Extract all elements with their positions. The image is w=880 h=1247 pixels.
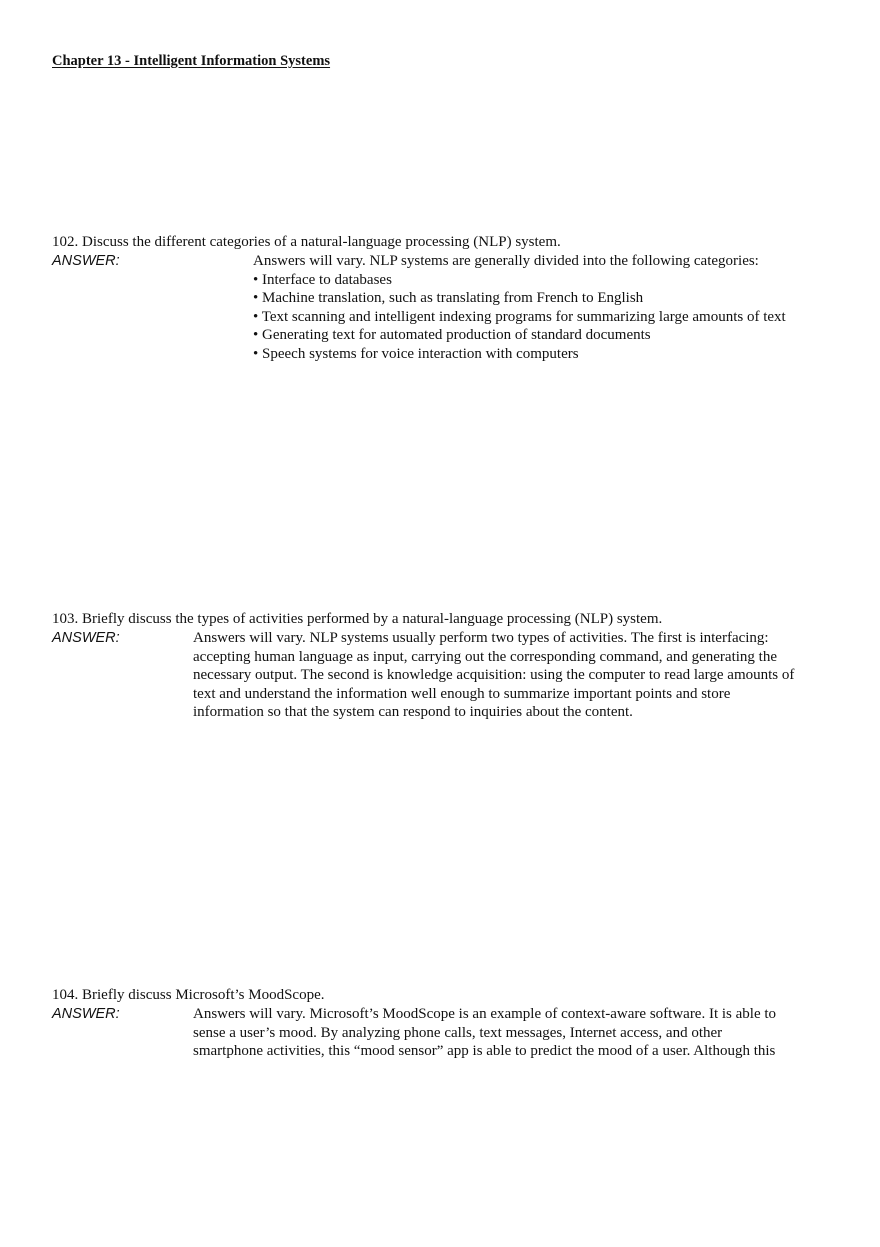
list-item: • Machine translation, such as translating from French to English [253, 290, 644, 306]
answer-block [52, 252, 852, 363]
question-text: 104. Briefly discuss Microsoft’s MoodScope. [52, 987, 325, 1003]
answer-body [253, 252, 852, 363]
answer-line: Answers will vary. NLP systems usually perform two types of activities. The first is interfacing: [193, 630, 769, 646]
question-103 [52, 610, 852, 722]
category-list [253, 271, 852, 364]
answer-body [193, 1005, 833, 1061]
answer-line: accepting human language as input, carrying out the corresponding command, and generating the [193, 648, 777, 665]
question-text: 102. Discuss the different categories of a natural-language processing (NLP) system. [52, 234, 561, 250]
list-item: • Generating text for automated production of standard documents [253, 327, 651, 343]
answer-body [193, 629, 833, 722]
answer-line: text and understand the information well enough to summarize important points and store [193, 685, 731, 702]
answer-line: Answers will vary. Microsoft’s MoodScope is an example of context-aware software. It is able to [193, 1006, 777, 1022]
answer-label: ANSWER: [52, 253, 120, 269]
question-104 [52, 986, 852, 1061]
answer-block [52, 1005, 852, 1061]
answer-line: sense a user’s mood. By analyzing phone calls, text messages, Internet access, and other [193, 1024, 723, 1041]
answer-label: ANSWER: [52, 630, 120, 646]
answer-intro: Answers will vary. NLP systems are generally divided into the following categories: [253, 253, 759, 269]
answer-line: information so that the system can respond to inquiries about the content. [193, 704, 633, 720]
list-item: • Speech systems for voice interaction with computers [253, 345, 579, 362]
question-text: 103. Briefly discuss the types of activities performed by a natural-language processing (NLP) system. [52, 611, 663, 627]
list-item: • Interface to databases [253, 271, 392, 288]
answer-label: ANSWER: [52, 1006, 120, 1022]
list-item: • Text scanning and intelligent indexing programs for summarizing large amounts of text [253, 308, 786, 325]
answer-line: necessary output. The second is knowledge acquisition: using the computer to read large amounts of [193, 667, 795, 683]
question-102 [52, 233, 852, 363]
answer-line: smartphone activities, this “mood sensor” app is able to predict the mood of a user. Although this [193, 1043, 776, 1059]
chapter-title: Chapter 13 - Intelligent Information Systems [52, 53, 331, 69]
answer-block [52, 629, 852, 722]
